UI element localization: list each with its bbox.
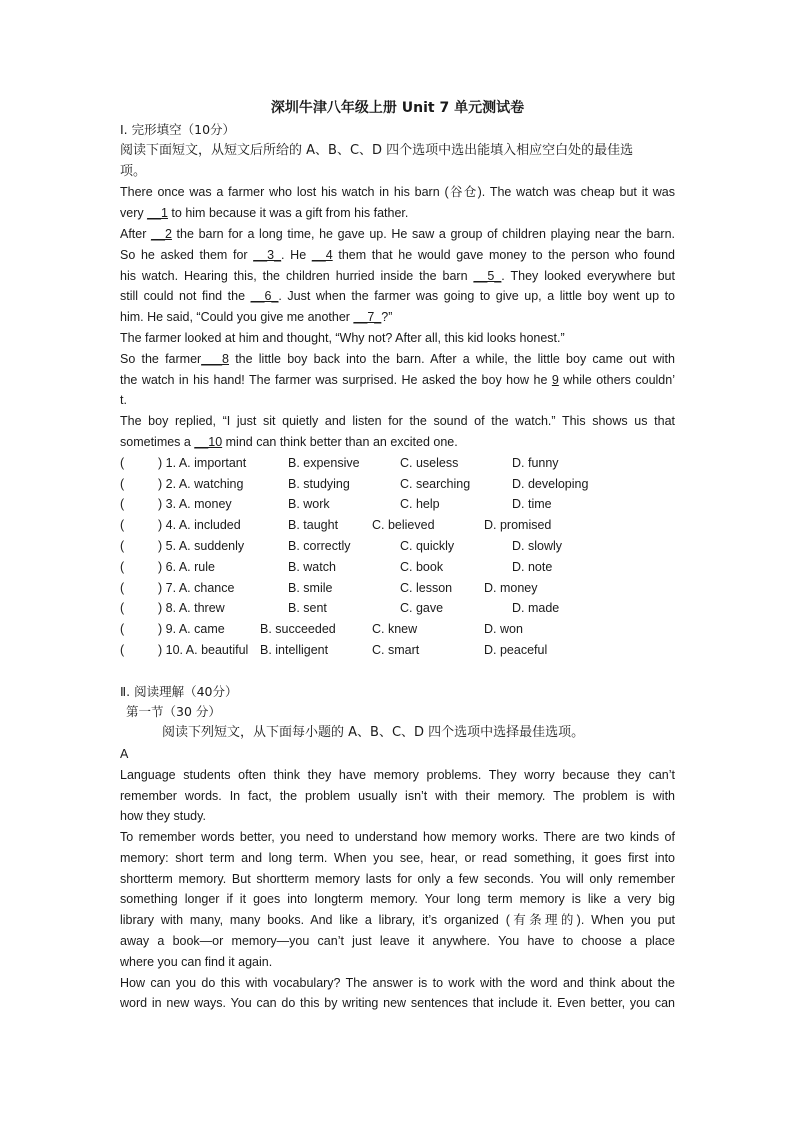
passage-text: him. He said, “Could you give me another bbox=[120, 310, 354, 325]
option-row bbox=[120, 515, 675, 536]
option-a: ) 9. A. came bbox=[158, 622, 225, 637]
blank-number: __6_ bbox=[250, 289, 279, 304]
reading-line: away a book—or memory—you can’t just leave it anywhere. You have to choose a place bbox=[120, 934, 675, 949]
option-b: B. sent bbox=[288, 601, 327, 616]
reading-line: shortterm memory. But shortterm memory lasts for only a few seconds. You will only remember bbox=[120, 871, 675, 886]
passage-text: sometimes a bbox=[120, 434, 195, 449]
passage-line bbox=[120, 432, 675, 453]
option-b: B. expensive bbox=[288, 455, 360, 470]
passage-text: the watch in his hand! The farmer was surprised. He asked the boy how he bbox=[120, 372, 552, 387]
option-c: C. book bbox=[400, 559, 444, 574]
option-d: D. slowly bbox=[512, 538, 563, 553]
option-row bbox=[120, 474, 675, 495]
option-d: D. funny bbox=[512, 455, 559, 470]
passage-label: A bbox=[120, 746, 129, 761]
passage-text: them that he would gave money to the person who found bbox=[332, 247, 676, 262]
blank-number: 9 bbox=[551, 372, 559, 387]
answer-paren[interactable]: ( bbox=[120, 497, 125, 512]
reading-line: Language students often think they have memory problems. They worry because they can’t bbox=[120, 767, 675, 782]
option-c: C. useless bbox=[400, 455, 459, 470]
passage-line bbox=[120, 266, 675, 287]
option-d: D. made bbox=[512, 601, 560, 616]
option-row bbox=[120, 494, 675, 515]
reading-line: remember words. In fact, the problem usually isn’t with their memory. The problem is with bbox=[120, 788, 675, 803]
option-c: C. lesson bbox=[400, 580, 453, 595]
option-row bbox=[120, 578, 675, 599]
instruction-line: 阅读下面短文，从短文后所给的 A、B、C、D 四个选项中选出能填入相应空白处的最佳选 bbox=[120, 142, 634, 158]
passage-line bbox=[120, 349, 675, 370]
reading-line: How can you do this with vocabulary? The answer is to work with the word and think about the bbox=[120, 975, 675, 990]
blank-number: __10 bbox=[194, 434, 223, 449]
answer-paren[interactable]: ( bbox=[120, 642, 125, 657]
reading-line: To remember words better, you need to understand how memory works. There are two kinds of bbox=[120, 830, 675, 845]
option-b: B. watch bbox=[288, 559, 336, 574]
option-b: B. smile bbox=[288, 580, 333, 595]
option-c: C. smart bbox=[372, 642, 420, 657]
passage-text: mind can think better than an excited one. bbox=[222, 434, 458, 449]
blank-number: __1 bbox=[147, 206, 168, 221]
reading-subheading: 第一节（30 分） bbox=[126, 704, 221, 720]
passage-text: the little boy back into the barn. After a while, the little boy came out with bbox=[229, 351, 675, 366]
option-a: ) 1. A. important bbox=[158, 455, 247, 470]
option-c: C. searching bbox=[400, 476, 471, 491]
option-a: ) 10. A. beautiful bbox=[158, 642, 249, 657]
passage-text: very bbox=[120, 206, 148, 221]
option-row bbox=[120, 619, 675, 640]
passage-line bbox=[120, 390, 675, 411]
passage-text: . He bbox=[281, 247, 312, 262]
blank-number: __5_ bbox=[473, 268, 502, 283]
reading-instruction: 阅读下列短文，从下面每小题的 A、B、C、D 四个选项中选择最佳选项。 bbox=[162, 725, 585, 741]
passage-text: ?” bbox=[381, 310, 393, 325]
passage-line bbox=[120, 245, 675, 266]
passage-text: The farmer looked at him and thought, “Why not? After all, this kid looks honest.” bbox=[120, 330, 565, 345]
passage-line bbox=[120, 203, 675, 224]
option-d: D. won bbox=[484, 622, 523, 637]
option-a: ) 7. A. chance bbox=[158, 580, 235, 595]
option-d: D. note bbox=[512, 559, 553, 574]
option-b: B. succeeded bbox=[260, 622, 336, 637]
option-d: D. time bbox=[512, 497, 552, 512]
passage-text: So he asked them for bbox=[120, 247, 254, 262]
passage-text: The boy replied, “I just sit quietly and listen for the sound of the watch.” This shows us that bbox=[120, 414, 675, 429]
passage-text: . They looked everywhere but bbox=[501, 268, 675, 283]
answer-paren[interactable]: ( bbox=[120, 580, 125, 595]
passage-line bbox=[120, 182, 675, 203]
answer-paren[interactable]: ( bbox=[120, 476, 125, 491]
instruction-line: 项。 bbox=[120, 163, 147, 179]
option-c: C. gave bbox=[400, 601, 444, 616]
option-b: B. intelligent bbox=[260, 642, 329, 657]
reading-line: something longer if it goes into longterm memory. Your long term memory is like a very big bbox=[120, 892, 675, 907]
option-d: D. peaceful bbox=[484, 642, 548, 657]
answer-paren[interactable]: ( bbox=[120, 518, 125, 533]
passage-text: his watch. Hearing this, the children hurried inside the barn bbox=[120, 268, 474, 283]
passage-text: t. bbox=[120, 393, 127, 408]
reading-line: how they study. bbox=[120, 809, 206, 824]
cloze-options bbox=[120, 453, 675, 661]
option-d: D. promised bbox=[484, 518, 552, 533]
reading-line: word in new ways. You can do this by writing new sentences that include it. Even better, you can bbox=[120, 996, 675, 1011]
passage-line bbox=[120, 224, 675, 245]
option-a: ) 8. A. threw bbox=[158, 601, 225, 616]
passage-text: . Just when the farmer was going to give up, a little boy went up to bbox=[278, 289, 675, 304]
option-b: B. taught bbox=[288, 518, 339, 533]
page-title: 深圳牛津八年级上册 Unit 7 单元测试卷 bbox=[270, 100, 525, 116]
passage-text: to him because it was a gift from his father. bbox=[167, 206, 409, 221]
option-a: ) 4. A. included bbox=[158, 518, 241, 533]
blank-number: ___8 bbox=[201, 351, 229, 366]
passage-text: while others couldn’ bbox=[558, 372, 675, 387]
option-c: C. knew bbox=[372, 622, 418, 637]
cloze-instruction bbox=[120, 141, 675, 183]
option-row bbox=[120, 536, 675, 557]
option-d: D. developing bbox=[512, 476, 589, 491]
reading-passage bbox=[120, 765, 675, 1015]
passage-text: still could not find the bbox=[120, 289, 251, 304]
option-row bbox=[120, 640, 675, 661]
cloze-heading: Ⅰ. 完形填空（10分） bbox=[120, 122, 236, 137]
passage-text: After bbox=[120, 226, 152, 241]
passage-line bbox=[120, 411, 675, 432]
passage-text: So the farmer bbox=[120, 351, 202, 366]
answer-paren[interactable]: ( bbox=[120, 622, 125, 637]
option-a: ) 5. A. suddenly bbox=[158, 538, 245, 553]
answer-paren[interactable]: ( bbox=[120, 455, 125, 470]
blank-number: __4 bbox=[311, 247, 333, 262]
passage-line bbox=[120, 286, 675, 307]
passage-line bbox=[120, 307, 675, 328]
option-a: ) 3. A. money bbox=[158, 497, 232, 512]
option-row bbox=[120, 598, 675, 619]
option-row bbox=[120, 557, 675, 578]
reading-line: memory: short term and long term. When you see, hear, or read something, it goes first into bbox=[120, 850, 675, 865]
passage-text: There once was a farmer who lost his watch in his barn (谷仓). The watch was cheap but it was bbox=[120, 185, 675, 200]
option-c: C. help bbox=[400, 497, 440, 512]
blank-number: __3_ bbox=[253, 247, 282, 262]
option-c: C. believed bbox=[372, 518, 435, 533]
passage-text: the barn for a long time, he gave up. He saw a group of children playing near the barn. bbox=[171, 226, 675, 241]
reading-line: library with many, many books. And like a library, it’s organized (有条理的). When you put bbox=[120, 913, 675, 928]
answer-paren[interactable]: ( bbox=[120, 601, 125, 616]
option-d: D. money bbox=[484, 580, 538, 595]
exam-page bbox=[120, 96, 675, 1014]
reading-line: where you can find it again. bbox=[120, 954, 273, 969]
blank-number: __2 bbox=[151, 226, 172, 241]
spacer bbox=[120, 661, 675, 682]
option-b: B. studying bbox=[288, 476, 350, 491]
option-a: ) 6. A. rule bbox=[158, 559, 215, 574]
option-c: C. quickly bbox=[400, 538, 455, 553]
option-b: B. correctly bbox=[288, 538, 351, 553]
passage-line bbox=[120, 328, 675, 349]
answer-paren[interactable]: ( bbox=[120, 538, 125, 553]
option-row bbox=[120, 453, 675, 474]
cloze-passage bbox=[120, 182, 675, 452]
option-b: B. work bbox=[288, 497, 330, 512]
passage-line bbox=[120, 370, 675, 391]
answer-paren[interactable]: ( bbox=[120, 559, 125, 574]
blank-number: __7_ bbox=[353, 310, 382, 325]
reading-heading: Ⅱ. 阅读理解（40分） bbox=[120, 683, 238, 699]
option-a: ) 2. A. watching bbox=[158, 476, 244, 491]
